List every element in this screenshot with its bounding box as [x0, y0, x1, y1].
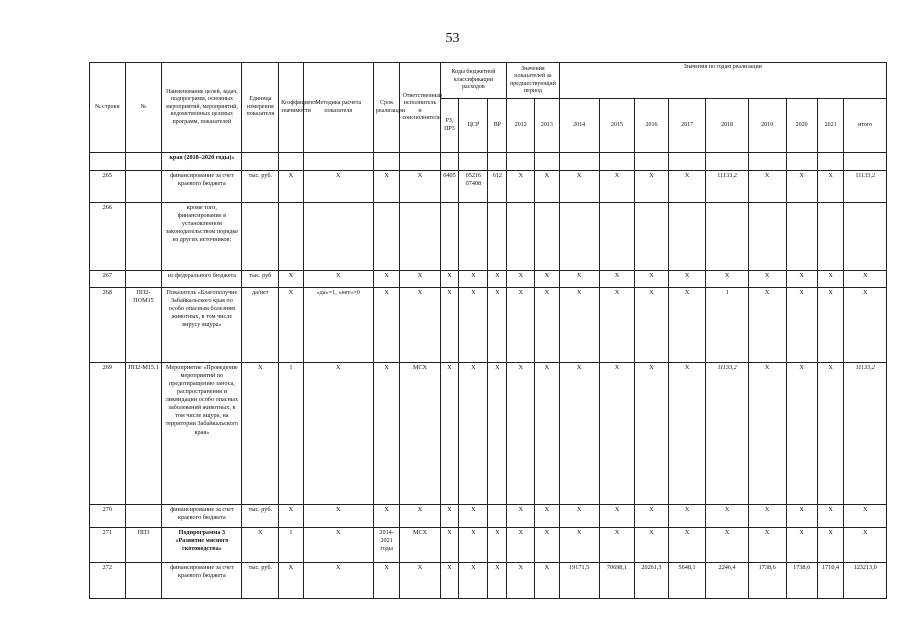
row-year-value-cell: Х — [786, 271, 817, 288]
row-year-value-cell: Х — [706, 505, 748, 528]
row-vr-cell: 612 — [488, 171, 507, 203]
row-year-value-cell: Х — [817, 288, 844, 363]
row-year-value-cell: Х — [817, 505, 844, 528]
row-year-value-cell: 1738,6 — [786, 563, 817, 599]
row-year-value-cell: Х — [599, 505, 635, 528]
row-method-cell — [303, 153, 373, 171]
row-unit-cell: тыс. руб. — [242, 563, 279, 599]
row-year-value-cell: 1 — [706, 288, 748, 363]
row-name-cell: финансирование за счет краевого бюджета — [162, 171, 242, 203]
row-year-value-cell: Х — [507, 363, 535, 505]
row-number-cell: 268 — [90, 288, 126, 363]
row-coef-cell — [279, 153, 303, 171]
row-name-cell: края (2018–2020 годы)» — [162, 153, 242, 171]
row-vr-cell: Х — [488, 363, 507, 505]
row-name-cell: Мероприятие «Проведение мероприятий по предотвращению заноса, распространения и ликвидации особо опасных заболеваний животных, в том числе ящура, на территории Забайкальского края» — [162, 363, 242, 505]
row-year-value-cell: Х — [559, 363, 599, 505]
row-year-value-cell: Х — [635, 505, 668, 528]
header-rz: РЗ, ПР3 — [440, 99, 459, 153]
row-year-value-cell: Х — [786, 528, 817, 563]
row-number-cell: 271 — [90, 528, 126, 563]
row-csr-cell: Х — [459, 363, 488, 505]
table-row — [90, 271, 887, 288]
row-year-value-cell: 2246,4 — [706, 563, 748, 599]
header-no: № — [125, 63, 162, 153]
row-year-value-cell: Х — [507, 171, 535, 203]
row-total-cell: 123213,0 — [844, 563, 887, 599]
row-csr-cell — [459, 203, 488, 271]
row-rz-cell: Х — [440, 505, 459, 528]
row-coef-cell: Х — [279, 563, 303, 599]
row-year-value-cell: Х — [635, 271, 668, 288]
row-rz-cell — [440, 203, 459, 271]
row-term-cell: Х — [373, 171, 400, 203]
row-unit-cell: да/нет — [242, 288, 279, 363]
row-year-value-cell: 19171,5 — [559, 563, 599, 599]
header-year: 2015 — [599, 99, 635, 153]
row-year-value-cell: Х — [817, 363, 844, 505]
row-year-value-cell: Х — [507, 288, 535, 363]
header-method: Методика расчета показателя — [303, 63, 373, 153]
row-unit-cell — [242, 203, 279, 271]
row-year-value-cell: 70698,1 — [599, 563, 635, 599]
row-number-cell: 265 — [90, 171, 126, 203]
row-year-value-cell: Х — [599, 363, 635, 505]
row-name-cell: кроме того, финансирование в установленном законодательством порядке из других источников: — [162, 203, 242, 271]
row-year-value-cell — [706, 203, 748, 271]
row-year-value-cell — [635, 203, 668, 271]
row-coef-cell: Х — [279, 271, 303, 288]
row-year-value-cell: 11133,2 — [706, 171, 748, 203]
header-year: 2014 — [559, 99, 599, 153]
row-total-cell: Х — [844, 271, 887, 288]
row-total-cell: Х — [844, 505, 887, 528]
row-year-value-cell: Х — [668, 363, 706, 505]
row-year-value-cell: Х — [817, 528, 844, 563]
row-responsible-cell: Х — [400, 288, 440, 363]
row-term-cell: Х — [373, 271, 400, 288]
row-year-value-cell: 1738,6 — [748, 563, 786, 599]
row-year-value-cell: Х — [599, 271, 635, 288]
row-responsible-cell — [400, 203, 440, 271]
row-year-value-cell: Х — [599, 528, 635, 563]
header-vr: ВР — [488, 99, 507, 153]
header-prev-values: Значения показателей за предшествующий период — [507, 63, 559, 99]
row-unit-cell: тыс. руб. — [242, 171, 279, 203]
row-unit-cell: тыс. руб — [242, 271, 279, 288]
row-code-cell: ПП2-М15.1 — [125, 363, 162, 505]
row-unit-cell: тыс. руб. — [242, 505, 279, 528]
header-year: 2019 — [748, 99, 786, 153]
row-number-cell: 267 — [90, 271, 126, 288]
header-term: Срок реализации — [373, 63, 400, 153]
row-name-cell: финансирование за счет краевого бюджета — [162, 505, 242, 528]
header-csr: ЦСР — [459, 99, 488, 153]
row-year-value-cell: Х — [559, 171, 599, 203]
row-csr-cell: 05216 07408 — [459, 171, 488, 203]
table-body — [90, 153, 887, 599]
row-method-cell: Х — [303, 505, 373, 528]
indicators-table — [89, 62, 887, 599]
row-vr-cell: Х — [488, 288, 507, 363]
row-vr-cell: Х — [488, 271, 507, 288]
row-year-value-cell: Х — [668, 171, 706, 203]
row-code-cell — [125, 203, 162, 271]
row-responsible-cell: МСХ — [400, 363, 440, 505]
row-year-value-cell: Х — [535, 271, 560, 288]
header-unit: Единица измерения показателя — [242, 63, 279, 153]
row-year-value-cell — [535, 153, 560, 171]
row-csr-cell — [459, 153, 488, 171]
row-year-value-cell: Х — [786, 288, 817, 363]
row-year-value-cell: 1710,4 — [817, 563, 844, 599]
row-year-value-cell: Х — [668, 505, 706, 528]
row-number-cell: 269 — [90, 363, 126, 505]
row-year-value-cell: Х — [535, 171, 560, 203]
row-year-value-cell: Х — [535, 563, 560, 599]
table-row — [90, 505, 887, 528]
row-coef-cell: Х — [279, 505, 303, 528]
row-year-value-cell: Х — [817, 171, 844, 203]
row-year-value-cell — [748, 153, 786, 171]
row-year-value-cell: 11133,2 — [706, 363, 748, 505]
header-year-values: Значения по годам реализации — [559, 63, 886, 99]
row-year-value-cell: 20261,3 — [635, 563, 668, 599]
row-number-cell: 266 — [90, 203, 126, 271]
table-row — [90, 203, 887, 271]
row-responsible-cell: Х — [400, 171, 440, 203]
row-year-value-cell: Х — [748, 171, 786, 203]
row-year-value-cell: Х — [668, 271, 706, 288]
row-coef-cell: Х — [279, 171, 303, 203]
row-rz-cell: Х — [440, 563, 459, 599]
header-responsible: Ответственный исполнитель и соисполнители — [400, 63, 440, 153]
table-row — [90, 528, 887, 563]
row-year-value-cell: Х — [535, 505, 560, 528]
row-csr-cell: Х — [459, 528, 488, 563]
row-total-cell — [844, 153, 887, 171]
row-unit-cell: Х — [242, 363, 279, 505]
row-year-value-cell: Х — [507, 563, 535, 599]
row-coef-cell — [279, 203, 303, 271]
row-coef-cell: 1 — [279, 528, 303, 563]
header-year: 2012 — [507, 99, 535, 153]
row-name-cell: из федерального бюджета — [162, 271, 242, 288]
header-total: итого — [844, 99, 887, 153]
row-year-value-cell: Х — [635, 171, 668, 203]
row-csr-cell: Х — [459, 271, 488, 288]
header-budget-codes: Коды бюджетной классификации расходов — [440, 63, 507, 99]
row-year-value-cell: Х — [706, 528, 748, 563]
row-year-value-cell: Х — [668, 288, 706, 363]
table-row — [90, 563, 887, 599]
row-responsible-cell — [400, 153, 440, 171]
row-term-cell: Х — [373, 563, 400, 599]
row-term-cell: Х — [373, 505, 400, 528]
row-rz-cell: 0405 — [440, 171, 459, 203]
row-year-value-cell: Х — [748, 363, 786, 505]
row-coef-cell: Х — [279, 288, 303, 363]
row-total-cell: Х — [844, 528, 887, 563]
row-unit-cell — [242, 153, 279, 171]
row-method-cell — [303, 203, 373, 271]
page-number: 53 — [445, 31, 460, 46]
row-year-value-cell — [817, 203, 844, 271]
row-year-value-cell: Х — [635, 288, 668, 363]
row-rz-cell: Х — [440, 363, 459, 505]
row-vr-cell — [488, 153, 507, 171]
row-year-value-cell: Х — [535, 528, 560, 563]
row-year-value-cell: Х — [535, 363, 560, 505]
row-rz-cell: Х — [440, 528, 459, 563]
row-year-value-cell: Х — [748, 505, 786, 528]
row-vr-cell: Х — [488, 563, 507, 599]
row-year-value-cell — [786, 153, 817, 171]
row-rz-cell: Х — [440, 288, 459, 363]
row-year-value-cell — [535, 203, 560, 271]
row-year-value-cell: Х — [635, 363, 668, 505]
row-year-value-cell — [706, 153, 748, 171]
row-year-value-cell: Х — [559, 528, 599, 563]
row-code-cell: ПП3 — [125, 528, 162, 563]
row-year-value-cell: Х — [599, 171, 635, 203]
row-total-cell: 11133,2 — [844, 363, 887, 505]
row-vr-cell — [488, 203, 507, 271]
row-method-cell: Х — [303, 363, 373, 505]
row-code-cell — [125, 505, 162, 528]
row-rz-cell: Х — [440, 271, 459, 288]
row-year-value-cell — [668, 153, 706, 171]
row-responsible-cell: МСХ — [400, 528, 440, 563]
row-method-cell: Х — [303, 528, 373, 563]
row-year-value-cell: Х — [535, 288, 560, 363]
row-year-value-cell — [668, 203, 706, 271]
table-row — [90, 363, 887, 505]
row-year-value-cell — [559, 203, 599, 271]
header-year: 2017 — [668, 99, 706, 153]
row-total-cell: Х — [844, 288, 887, 363]
row-year-value-cell: Х — [559, 271, 599, 288]
row-name-cell: Подпрограмма 3 «Развитие мясного скотоводства» — [162, 528, 242, 563]
row-year-value-cell: Х — [786, 363, 817, 505]
row-csr-cell: Х — [459, 505, 488, 528]
row-year-value-cell — [507, 203, 535, 271]
row-year-value-cell: Х — [507, 528, 535, 563]
row-year-value-cell: Х — [559, 288, 599, 363]
row-method-cell: Х — [303, 271, 373, 288]
row-year-value-cell: Х — [748, 288, 786, 363]
row-method-cell: «да»=1, «нет»=0 — [303, 288, 373, 363]
row-responsible-cell: Х — [400, 505, 440, 528]
row-code-cell — [125, 271, 162, 288]
row-name-cell: Показатель «Благополучие Забайкальского края по особо опасным болезням животных, в том числе вирусу ящура» — [162, 288, 242, 363]
row-term-cell: 2014-2021 годы — [373, 528, 400, 563]
row-name-cell: финансирование за счет краевого бюджета — [162, 563, 242, 599]
row-year-value-cell: Х — [559, 505, 599, 528]
row-year-value-cell — [786, 203, 817, 271]
header-year: 2020 — [786, 99, 817, 153]
row-number-cell — [90, 153, 126, 171]
header-row-no: № строки — [90, 63, 126, 153]
row-year-value-cell — [748, 203, 786, 271]
row-responsible-cell: Х — [400, 563, 440, 599]
row-year-value-cell: Х — [748, 528, 786, 563]
row-total-cell — [844, 203, 887, 271]
header-year: 2016 — [635, 99, 668, 153]
header-year: 2013 — [535, 99, 560, 153]
row-year-value-cell — [599, 203, 635, 271]
row-term-cell: Х — [373, 288, 400, 363]
row-year-value-cell: 5648,1 — [668, 563, 706, 599]
row-year-value-cell: Х — [748, 271, 786, 288]
row-term-cell: Х — [373, 363, 400, 505]
row-number-cell: 270 — [90, 505, 126, 528]
row-year-value-cell — [817, 153, 844, 171]
row-code-cell — [125, 153, 162, 171]
row-total-cell: 11133,2 — [844, 171, 887, 203]
row-term-cell — [373, 203, 400, 271]
header-name: Наименование целей, задач, подпрограмм, основных мероприятий, мероприятий, ведомственных целевых программ, показателей — [162, 63, 242, 153]
row-year-value-cell: Х — [668, 528, 706, 563]
header-year: 2021 — [817, 99, 844, 153]
row-csr-cell: Х — [459, 288, 488, 363]
table-row — [90, 171, 887, 203]
row-code-cell — [125, 171, 162, 203]
row-year-value-cell: Х — [599, 288, 635, 363]
table-row — [90, 153, 887, 171]
row-method-cell: Х — [303, 171, 373, 203]
row-code-cell — [125, 563, 162, 599]
table-row — [90, 288, 887, 363]
row-year-value-cell — [559, 153, 599, 171]
header-year: 2018 — [706, 99, 748, 153]
row-year-value-cell — [599, 153, 635, 171]
row-year-value-cell: Х — [786, 505, 817, 528]
row-year-value-cell: Х — [507, 505, 535, 528]
row-rz-cell — [440, 153, 459, 171]
row-vr-cell: Х — [488, 528, 507, 563]
row-coef-cell: 1 — [279, 363, 303, 505]
row-year-value-cell: Х — [786, 171, 817, 203]
row-number-cell: 272 — [90, 563, 126, 599]
row-year-value-cell: Х — [817, 271, 844, 288]
row-year-value-cell: Х — [507, 271, 535, 288]
row-method-cell: Х — [303, 563, 373, 599]
row-year-value-cell: Х — [635, 528, 668, 563]
row-unit-cell: Х — [242, 528, 279, 563]
row-year-value-cell: Х — [706, 271, 748, 288]
row-term-cell — [373, 153, 400, 171]
row-code-cell: ПП2-ПОМ15 — [125, 288, 162, 363]
header-coef: Коэффициент значимости — [279, 63, 303, 153]
row-responsible-cell: Х — [400, 271, 440, 288]
row-year-value-cell — [635, 153, 668, 171]
row-csr-cell: Х — [459, 563, 488, 599]
row-year-value-cell — [507, 153, 535, 171]
row-vr-cell — [488, 505, 507, 528]
